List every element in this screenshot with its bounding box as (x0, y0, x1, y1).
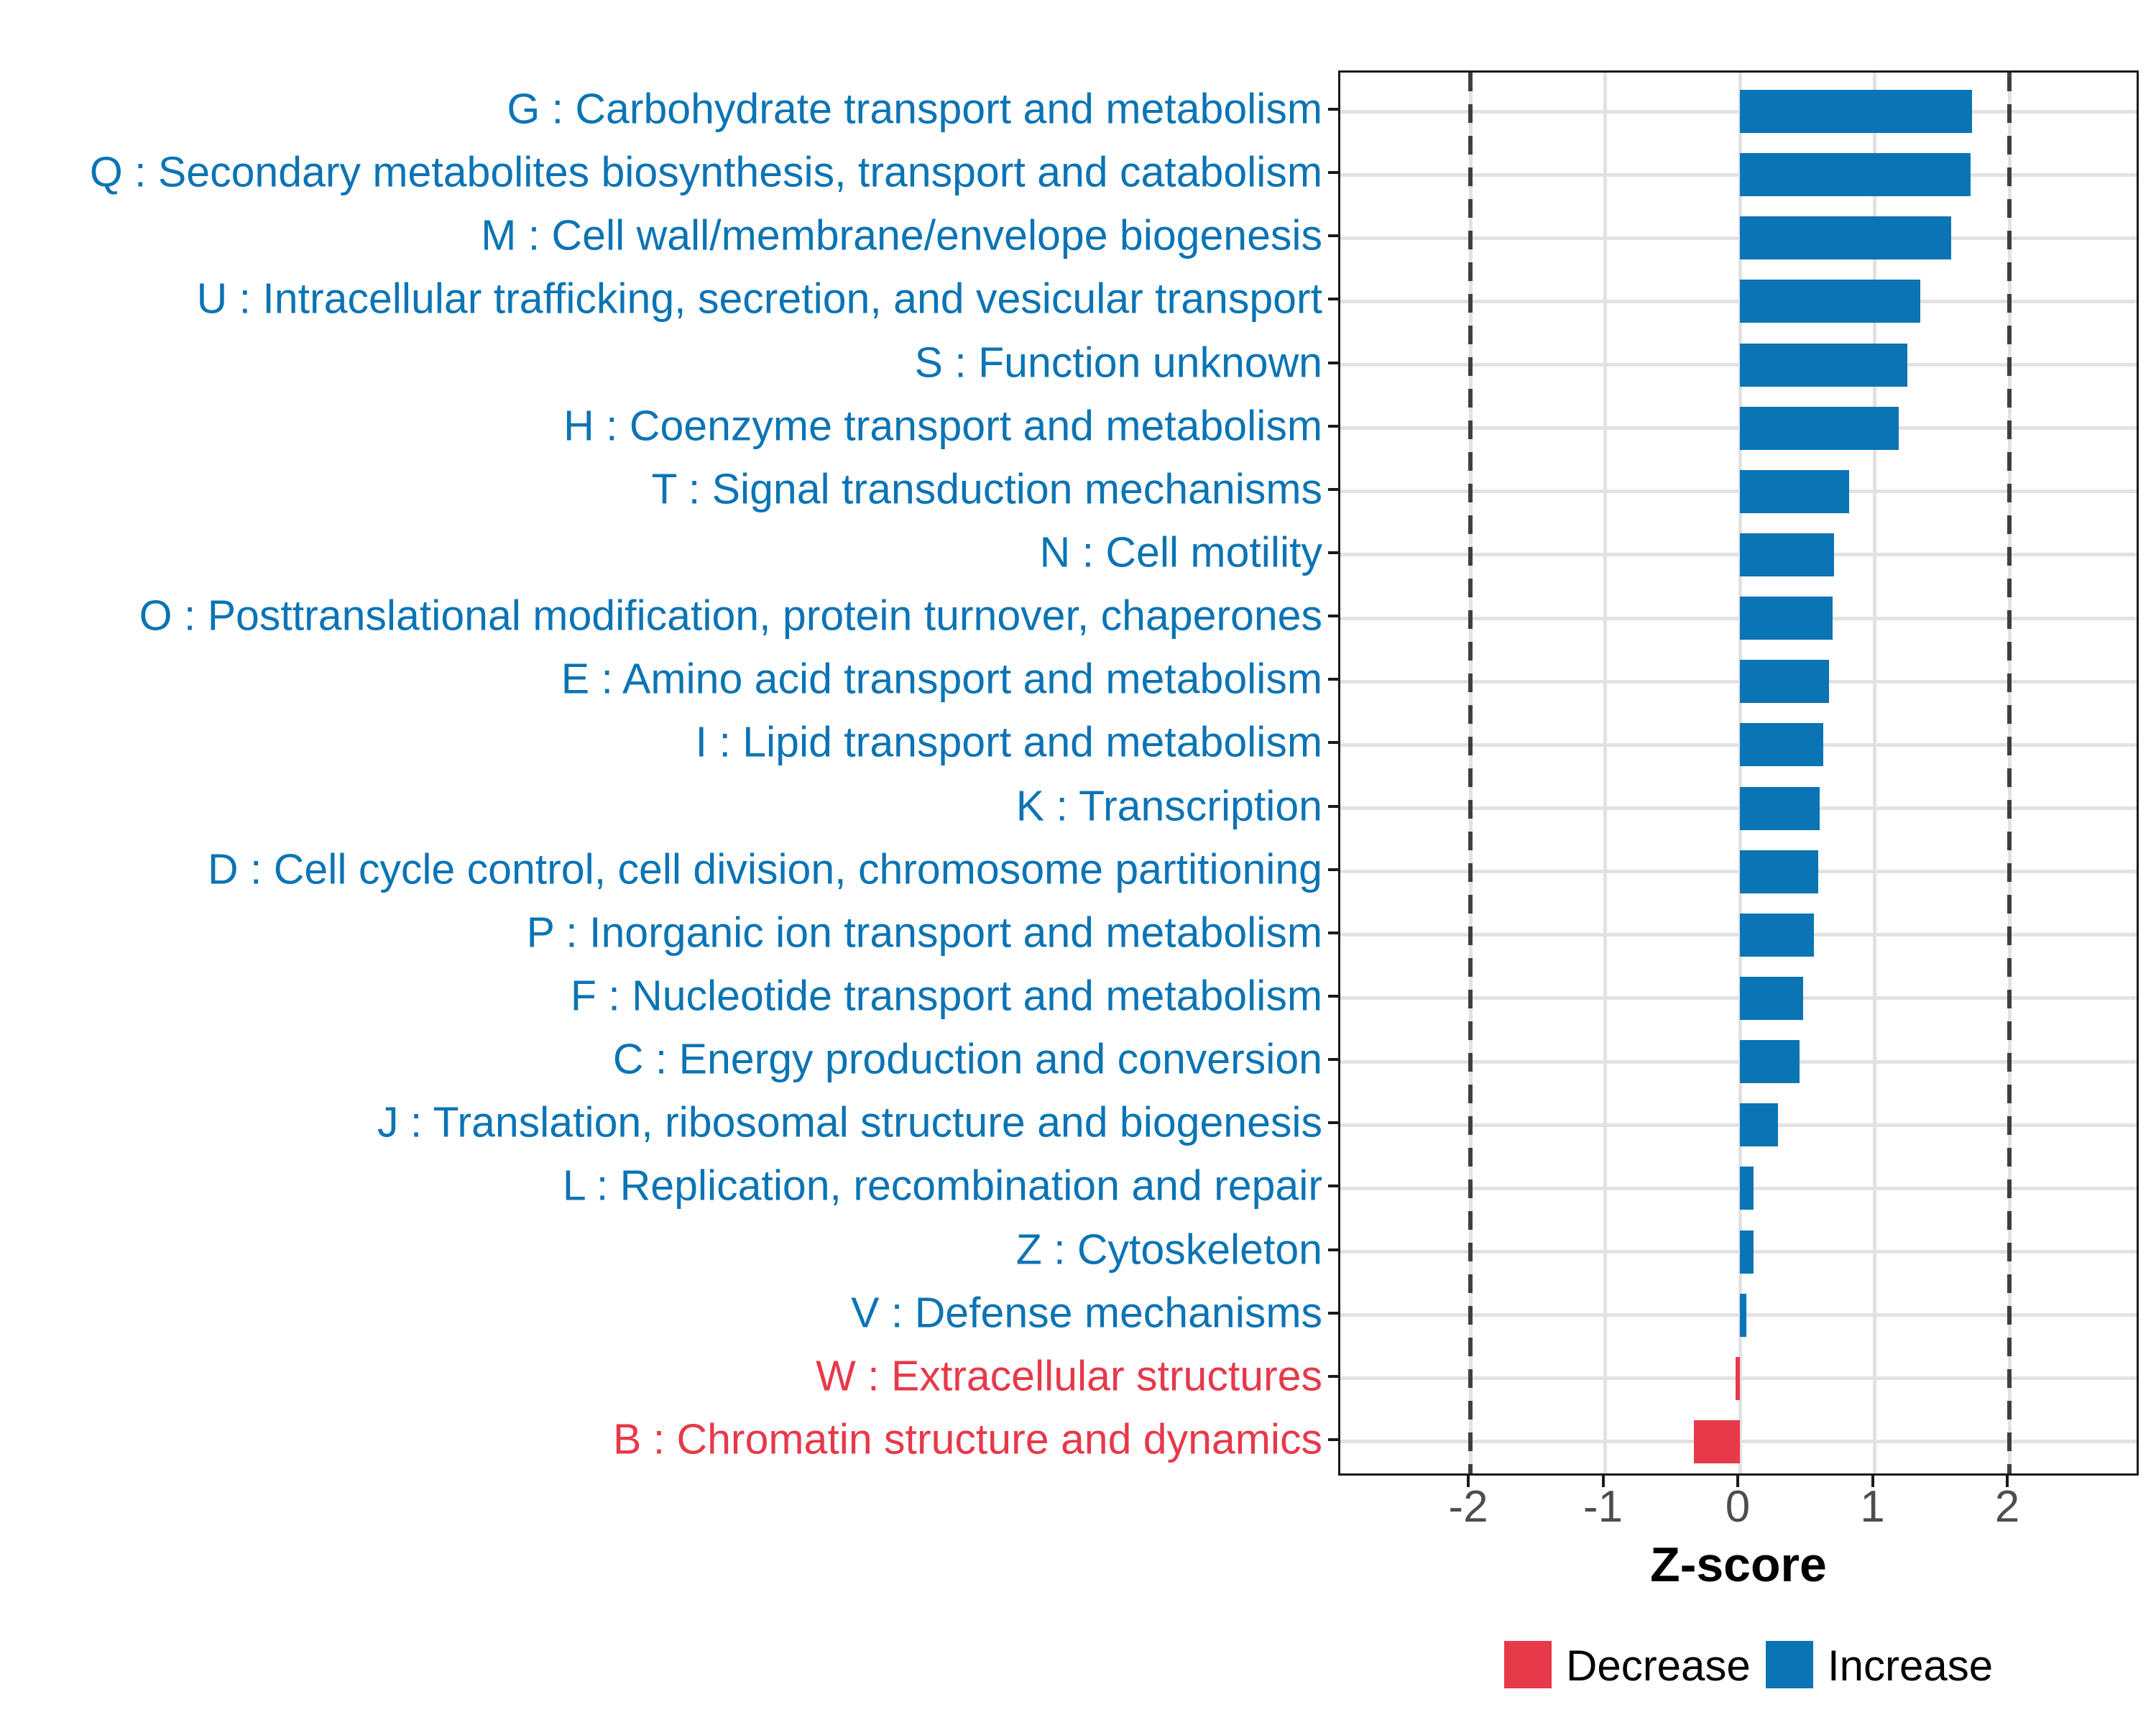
bar (1740, 597, 1833, 640)
y-tick (1328, 805, 1338, 808)
y-tick (1328, 1375, 1338, 1378)
y-tick (1328, 1184, 1338, 1187)
bar (1740, 533, 1834, 576)
y-tick (1328, 1312, 1338, 1315)
y-tick (1328, 868, 1338, 871)
x-tick-label: -2 (1448, 1482, 1488, 1532)
y-tick (1328, 551, 1338, 554)
bar (1740, 914, 1814, 957)
bar (1740, 850, 1818, 893)
category-label: L : Replication, recombination and repair (562, 1162, 1322, 1210)
bar (1740, 977, 1803, 1020)
y-tick (1328, 234, 1338, 237)
y-tick (1328, 362, 1338, 364)
category-label: Z : Cytoskeleton (1015, 1225, 1322, 1274)
category-label: N : Cell motility (1039, 528, 1322, 576)
category-label: M : Cell wall/membrane/envelope biogenesis (481, 211, 1322, 259)
bar (1740, 723, 1823, 766)
dashed-reference-line (1468, 73, 1473, 1473)
y-tick (1328, 488, 1338, 491)
bar (1740, 90, 1972, 133)
y-tick (1328, 678, 1338, 681)
y-tick (1328, 108, 1338, 111)
bar (1736, 1357, 1740, 1400)
bar (1740, 153, 1971, 196)
y-tick (1328, 1248, 1338, 1251)
bar (1740, 1040, 1800, 1083)
category-label: W : Extracellular structures (816, 1352, 1322, 1400)
category-label: U : Intracellular trafficking, secretion, and vesicular transport (196, 275, 1322, 323)
bar (1694, 1420, 1740, 1463)
x-tick-label: -1 (1583, 1482, 1623, 1532)
category-label: F : Nucleotide transport and metabolism (570, 972, 1322, 1020)
bar (1740, 1294, 1746, 1337)
category-label: S : Function unknown (914, 339, 1322, 387)
category-label: H : Coenzyme transport and metabolism (563, 402, 1322, 450)
bar (1740, 470, 1849, 513)
v-gridline (1603, 73, 1607, 1473)
legend-swatch-decrease (1504, 1641, 1552, 1688)
y-tick (1328, 932, 1338, 934)
y-tick (1328, 995, 1338, 998)
y-tick (1328, 615, 1338, 617)
category-label: Q : Secondary metabolites biosynthesis, transport and catabolism (89, 148, 1322, 196)
x-axis-title: Z-score (1650, 1537, 1827, 1592)
category-label: K : Transcription (1015, 782, 1322, 830)
y-tick (1328, 1121, 1338, 1124)
y-tick (1328, 1438, 1338, 1441)
category-label: G : Carbohydrate transport and metabolism (507, 85, 1322, 133)
category-label: T : Signal transduction mechanisms (651, 465, 1322, 513)
bar (1740, 280, 1920, 323)
legend-label: Decrease (1566, 1642, 1751, 1690)
x-tick-label: 0 (1725, 1482, 1751, 1532)
plot-panel (1338, 70, 2139, 1476)
x-tick-label: 2 (1994, 1482, 2020, 1532)
category-label: O : Posttranslational modification, protein turnover, chaperones (139, 592, 1322, 640)
x-tick-label: 1 (1860, 1482, 1885, 1532)
category-label: V : Defense mechanisms (851, 1289, 1322, 1337)
y-tick (1328, 425, 1338, 428)
bar (1740, 407, 1899, 450)
bar (1740, 216, 1951, 259)
bar (1740, 1103, 1778, 1146)
y-tick (1328, 171, 1338, 174)
category-label: B : Chromatin structure and dynamics (612, 1415, 1322, 1463)
bar (1740, 1167, 1754, 1210)
category-label: J : Translation, ribosomal structure and biogenesis (377, 1098, 1322, 1146)
y-tick (1328, 298, 1338, 300)
bar (1740, 344, 1907, 387)
category-label: D : Cell cycle control, cell division, chromosome partitioning (208, 845, 1322, 893)
dashed-reference-line (2007, 73, 2012, 1473)
y-tick (1328, 1058, 1338, 1061)
category-label: I : Lipid transport and metabolism (695, 718, 1322, 766)
y-tick (1328, 741, 1338, 744)
legend-swatch-increase (1766, 1641, 1813, 1688)
bar (1740, 1230, 1754, 1274)
legend-label: Increase (1828, 1642, 1994, 1690)
category-label: E : Amino acid transport and metabolism (561, 655, 1322, 703)
bar (1740, 787, 1820, 830)
category-label: P : Inorganic ion transport and metabolism (526, 908, 1322, 957)
category-label: C : Energy production and conversion (612, 1035, 1322, 1083)
bar (1740, 660, 1829, 703)
